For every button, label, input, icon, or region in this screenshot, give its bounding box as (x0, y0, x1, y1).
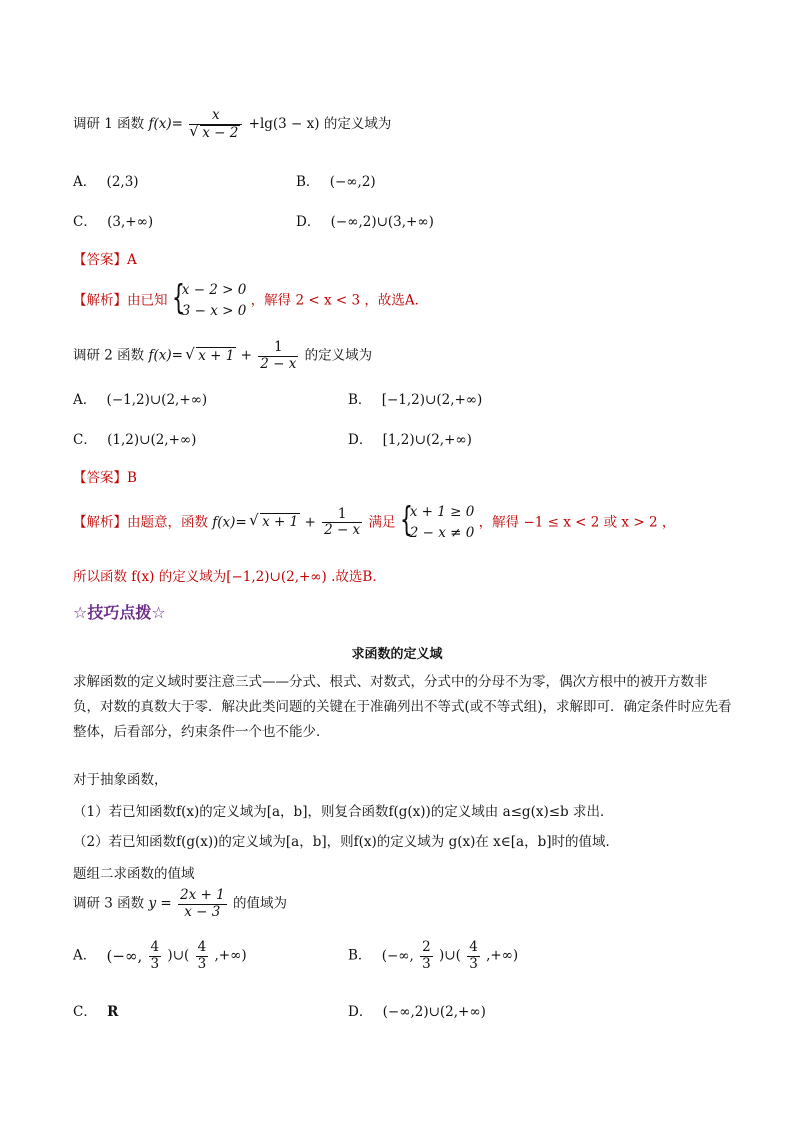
option-letter: C． (73, 214, 97, 230)
analysis-func: f(x)= (212, 514, 247, 531)
q1-prefix: 调研 1 函数 (73, 116, 145, 133)
analysis-lead: 【解析】由题意，函数 (73, 514, 208, 531)
frac-den: 3 (469, 955, 478, 972)
option-letter: C． (73, 432, 97, 448)
q2-option-b[interactable] (348, 388, 482, 408)
option-letter: D． (348, 1004, 373, 1020)
option-value: (−∞,2) (329, 174, 376, 190)
option-part: (−∞, (106, 946, 143, 965)
q1-func: f(x)= (148, 116, 183, 133)
q3-suffix: 的值域为 (232, 895, 287, 912)
option-fraction (149, 940, 162, 972)
q2-option-a[interactable] (73, 388, 207, 408)
q1-system (172, 280, 247, 322)
frac-num: 4 (150, 939, 160, 955)
option-letter: B． (348, 392, 372, 408)
frac-num: 4 (469, 939, 478, 955)
option-part: )∪( (439, 947, 461, 964)
analysis-tail: ，解得 2 < x < 3 ，故选A． (250, 292, 429, 309)
system-eq-1: x + 1 ≥ 0 (409, 504, 475, 520)
tips-item-1: （1）若已知函数f(x)的定义域为[a，b]，则复合函数f(g(x))的定义域由 a≤g(x)≤b 求出． (73, 804, 614, 820)
option-value: [−1,2)∪(2,+∞) (381, 392, 483, 408)
q2-den: 2 − x (260, 355, 297, 372)
system-eq-1: x − 2 > 0 (181, 282, 247, 298)
q1-fraction (189, 108, 242, 141)
q1-option-d[interactable] (296, 210, 434, 230)
q3-prefix: 调研 3 函数 (73, 895, 145, 912)
q1-rest: +lg(3 − x) (248, 116, 320, 133)
q2-plus: + (240, 347, 252, 364)
option-letter: D． (348, 432, 373, 448)
frac-den: 3 (150, 955, 160, 972)
q1-den-wrap (189, 124, 242, 142)
q1-option-a[interactable] (73, 170, 139, 190)
q3-func: y = (148, 895, 172, 912)
analysis-plus: + (304, 514, 316, 531)
option-letter: C． (73, 1004, 97, 1020)
tips-title: 求函数的定义域 (351, 647, 443, 662)
q1-den: x − 2 (202, 124, 239, 141)
tips-heading: ☆技巧点拨☆ (73, 603, 166, 622)
q3-option-c[interactable] (73, 1000, 118, 1020)
frac-den: 3 (197, 955, 207, 972)
option-part: ,+∞) (214, 947, 247, 964)
frac-num: 4 (197, 939, 207, 955)
system-eq-2: 2 − x ≠ 0 (409, 524, 475, 541)
analysis-num: 1 (337, 505, 347, 522)
option-letter: B． (348, 947, 372, 964)
frac-den: 3 (422, 955, 431, 972)
q2-prefix: 调研 2 函数 (73, 347, 145, 364)
q3-option-a[interactable] (73, 940, 247, 972)
q3-num: 2x + 1 (180, 887, 225, 903)
q2-suffix: 的定义域为 (304, 347, 373, 364)
q3-stem (73, 888, 287, 920)
q1-stem (73, 108, 391, 141)
q2-sqrt (187, 347, 236, 364)
analysis-den: 2 − x (324, 522, 361, 539)
q1-answer: 【答案】A (73, 252, 137, 268)
q2-option-d[interactable] (348, 428, 472, 448)
system-eq-2: 3 − x > 0 (181, 302, 247, 319)
option-fraction (467, 940, 480, 972)
option-value: (1,2)∪(2,+∞) (107, 432, 197, 448)
option-part: (−∞, (381, 947, 414, 964)
q2-func: f(x)= (148, 347, 183, 364)
option-letter: A． (73, 392, 97, 408)
q1-analysis (73, 280, 428, 322)
q2-system (400, 502, 475, 544)
option-part: )∪( (167, 947, 190, 964)
option-value: (−∞,2)∪(2,+∞) (382, 1004, 486, 1020)
analysis-lead: 【解析】由已知 (73, 292, 168, 309)
analysis-radicand: x + 1 (262, 514, 299, 531)
option-letter: B． (296, 174, 320, 190)
q1-num: x (211, 107, 220, 123)
option-fraction (420, 940, 433, 972)
q3-option-b[interactable] (348, 940, 518, 972)
q3-option-d[interactable] (348, 1000, 486, 1020)
q1-option-c[interactable] (73, 210, 153, 230)
tips-paragraph-2: 对于抽象函数， (73, 772, 168, 788)
group-title: 题组二求函数的值域 (73, 866, 195, 882)
analysis-tail: ，解得 −1 ≤ x < 2 或 x > 2 ， (478, 514, 676, 531)
brace-icon: { (171, 278, 185, 318)
q2-stem (73, 340, 372, 372)
option-letter: A． (73, 947, 97, 964)
q3-den: x − 3 (178, 904, 227, 921)
option-value: [1,2)∪(2,+∞) (382, 432, 472, 448)
q2-option-c[interactable] (73, 428, 196, 448)
q2-analysis-line2: 所以函数 f(x) 的定义域为[−1,2)∪(2,+∞) .故选B． (73, 569, 386, 585)
q2-analysis (73, 502, 675, 544)
q1-option-b[interactable] (296, 170, 376, 190)
option-value: (−1,2)∪(2,+∞) (106, 392, 208, 408)
q2-fraction (258, 340, 298, 372)
option-value: (−∞,2)∪(3,+∞) (330, 214, 434, 230)
tips-item-2: （2）若已知函数f(g(x))的定义域为[a，b]，则f(x)的定义域为 g(x)在 x∈[a，b]时的值域． (73, 834, 619, 850)
tips-paragraph-1: 求解函数的定义域时要注意三式——分式、根式、对数式，分式中的分母不为零，偶次方根中的被开方数非负，对数的真数大于零．解决此类问题的关键在于准确列出不等式(或不等式组)，求解即可．确定条件时应先看整体，后看部分，约束条件一个也不能少． (73, 674, 732, 740)
option-letter: A． (73, 174, 97, 190)
q1-suffix: 的定义域为 (323, 116, 392, 133)
option-value: (2,3) (106, 174, 139, 190)
analysis-mid: 满足 (368, 514, 396, 531)
analysis-fraction (322, 507, 362, 539)
q3-fraction (178, 888, 227, 920)
option-letter: D． (296, 214, 321, 230)
brace-icon: { (399, 500, 413, 540)
q2-answer: 【答案】B (73, 470, 137, 486)
q2-num: 1 (274, 339, 283, 355)
option-value: (3,+∞) (107, 214, 154, 230)
analysis-sqrt (251, 513, 300, 530)
option-part: ,+∞) (486, 947, 519, 964)
frac-num: 2 (422, 939, 431, 955)
option-value: R (107, 1004, 119, 1020)
q2-radicand: x + 1 (198, 347, 235, 364)
option-fraction (196, 940, 209, 972)
